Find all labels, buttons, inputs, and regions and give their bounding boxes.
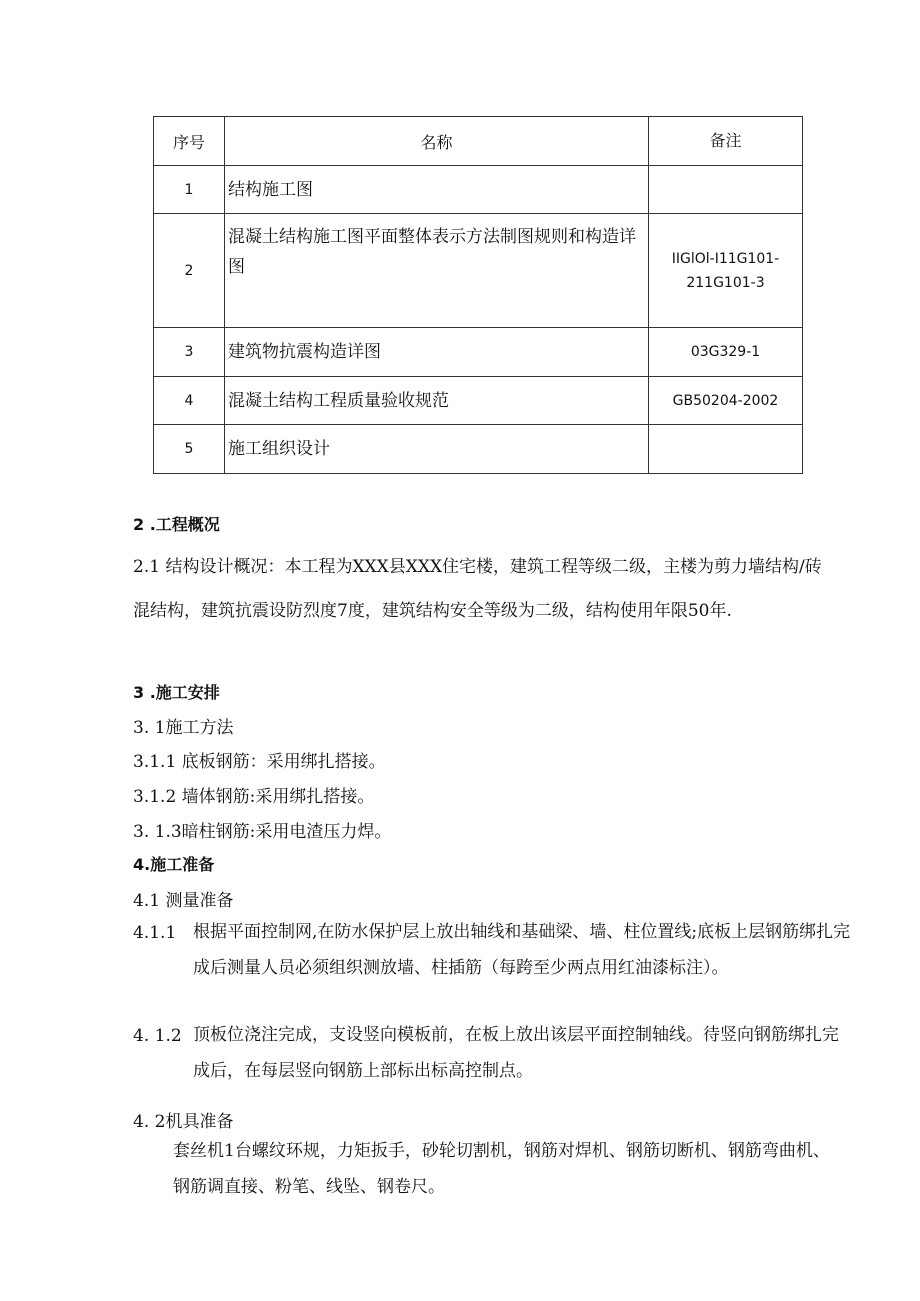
header-note: 备注 <box>649 117 803 166</box>
row-no: 2 <box>154 214 225 328</box>
row-no: 4 <box>154 377 225 425</box>
table-header-row <box>154 117 803 166</box>
section-3-1-heading: 3. 1施工方法 <box>133 718 234 738</box>
section-4-1-2-text: 顶板位浇注完成，支设竖向模板前，在板上放出该层平面控制轴线。待竖向钢筋绑扎完成后，在每层竖向钢筋上部标出标高控制点。 <box>193 1025 839 1081</box>
section-4-2-heading: 4. 2机具准备 <box>133 1112 234 1132</box>
reference-table <box>153 116 803 474</box>
section-4-1-heading: 4.1 测量准备 <box>133 891 234 911</box>
row-no: 5 <box>154 425 225 474</box>
row-note-line: IIGlOl-I11G101- <box>671 250 780 267</box>
section-3-1-2-text: 3.1.2 墙体钢筋:采用绑扎搭接。 <box>133 787 375 807</box>
row-name: 混凝土结构施工图平面整体表示方法制图规则和构造详图 <box>225 214 649 328</box>
section-3-1-1-text: 3.1.1 底板钢筋：采用绑扎搭接。 <box>133 752 386 772</box>
section-2-heading: 2 .工程概况 <box>133 515 220 534</box>
header-name: 名称 <box>225 117 649 166</box>
row-name: 施工组织设计 <box>225 425 649 474</box>
table-row <box>154 328 803 377</box>
table-row <box>154 377 803 425</box>
row-note-line: 211G101-3 <box>686 274 765 291</box>
section-4-1-1-label: 4.1.1 <box>133 923 177 943</box>
row-note <box>649 166 803 214</box>
row-name: 建筑物抗震构造详图 <box>225 328 649 377</box>
row-name: 结构施工图 <box>225 166 649 214</box>
section-4-2-text: 套丝机1台螺纹环规，力矩扳手，砂轮切割机，钢筋对焊机、钢筋切断机、钢筋弯曲机、钢筋调直接、粉笔、线坠、钢卷尺。 <box>173 1141 830 1197</box>
row-name: 混凝土结构工程质量验收规范 <box>225 377 649 425</box>
table-row <box>154 166 803 214</box>
section-4-1-2-label: 4. 1.2 <box>133 1026 182 1046</box>
header-no: 序号 <box>154 117 225 166</box>
row-no: 1 <box>154 166 225 214</box>
row-note: GB50204-2002 <box>649 377 803 425</box>
section-3-1-3-text: 3. 1.3暗柱钢筋:采用电渣压力焊。 <box>133 822 392 842</box>
row-note <box>649 214 803 328</box>
table-row <box>154 214 803 328</box>
table-row <box>154 425 803 474</box>
section-3-heading: 3 .施工安排 <box>133 683 220 702</box>
row-no: 3 <box>154 328 225 377</box>
section-4-1-1-text: 根据平面控制网,在防水保护层上放出轴线和基础梁、墙、柱位置线;底板上层钢筋绑扎完成后测量人员必须组织测放墙、柱插筋（每跨至少两点用红油漆标注）。 <box>193 922 851 978</box>
row-note: 03G329-1 <box>649 328 803 377</box>
section-2-1-paragraph: 2.1 结构设计概况：本工程为XXX县XXX住宅楼，建筑工程等级二级，主楼为剪力墙结构/砖混结构，建筑抗震设防烈度7度，建筑结构安全等级为二级，结构使用年限50年. <box>133 557 822 621</box>
row-note <box>649 425 803 474</box>
section-4-heading: 4.施工准备 <box>133 855 215 874</box>
